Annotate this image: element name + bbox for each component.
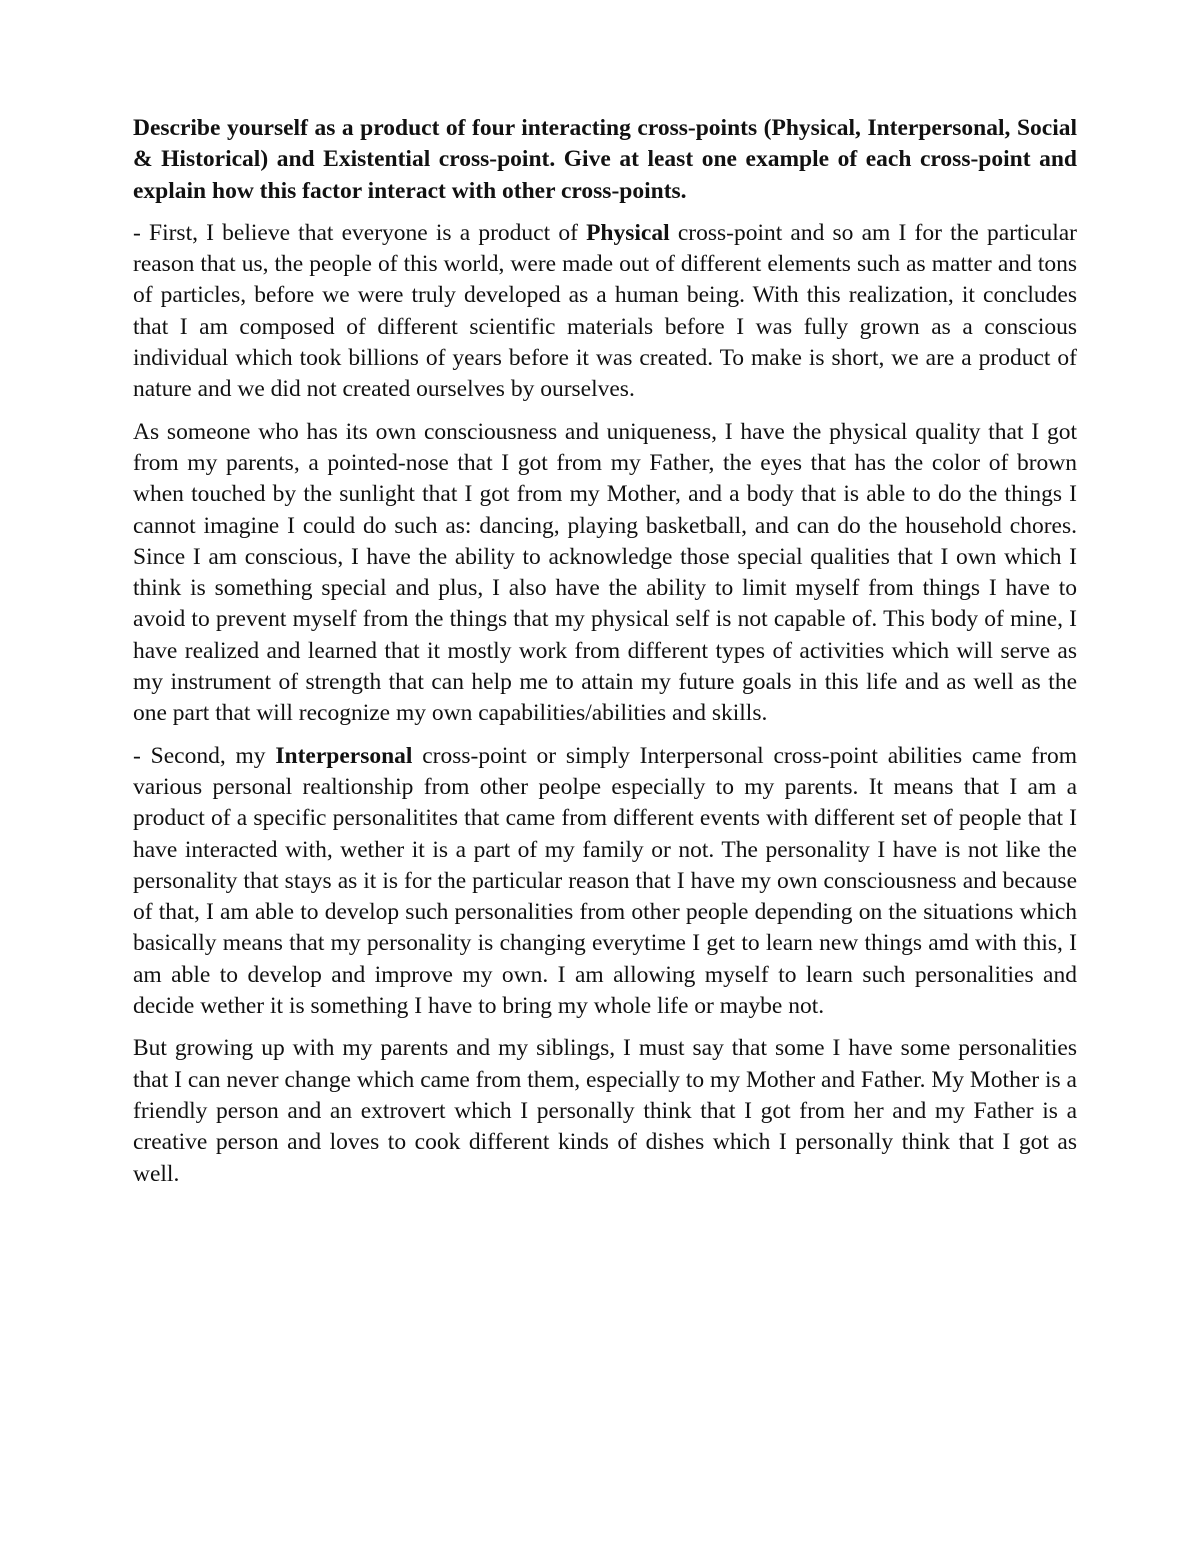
- paragraph-interpersonal-intro: - Second, my: [133, 742, 276, 769]
- physical-term: Physical: [586, 219, 670, 246]
- paragraph-family-personalities: But growing up with my parents and my siblings, I must say that some I have some personalities that I can never change which came from them, especially to my Mother and Father. My Mother is a friendly person and an extrovert which I personally think that I got from her and my Father is a creative person and loves to cook different kinds of dishes which I personally think that I got as well.: [133, 1035, 1077, 1187]
- paragraph-interpersonal: [133, 741, 1077, 1023]
- paragraph-interpersonal-body: cross-point or simply Interpersonal cross-point abilities came from various personal realtionship from other peolpe especially to my parents. It means that I am a product of a specific personalitites that came from different events with different set of people that I have interacted with, wether it is a part of my family or not. The personality I have is not like the personality that stays as it is for the particular reason that I have my own consciousness and because of that, I am able to develop such personalities from other people depending on the situations which basically means that my personality is changing everytime I get to learn new things amd with this, I am able to develop and improve my own. I am allowing myself to learn such personalities and decide wether it is something I have to bring my whole life or maybe not.: [133, 742, 1077, 1020]
- question-heading: Describe yourself as a product of four interacting cross-points (Physical, Interpersonal, Social & Historical) and Existential cross-point. Give at least one example of each cross-point and explain how this factor interact with other cross-points.: [133, 115, 1077, 204]
- paragraph-physical-qualities: As someone who has its own consciousness and uniqueness, I have the physical quality that I got from my parents, a pointed-nose that I got from my Father, the eyes that has the color of brown when touched by the sunlight that I got from my Mother, and a body that is able to do the things I cannot imagine I could do such as: dancing, playing basketball, and can do the household chores. Since I am conscious, I have the ability to acknowledge those special qualities that I own which I think is something special and plus, I also have the ability to limit myself from things I have to avoid to prevent myself from the things that my physical self is not capable of. This body of mine, I have realized and learned that it mostly work from different types of activities which will serve as my instrument of strength that can help me to attain my future goals in this life and as well as the one part that will recognize my own capabilities/abilities and skills.: [133, 418, 1077, 727]
- paragraph-physical-body: cross-point and so am I for the particular reason that us, the people of this world, were made out of different elements such as matter and tons of particles, before we were truly developed as a human being. With this realization, it concludes that I am composed of different scientific materials before I was fully grown as a conscious individual which took billions of years before it was created. To make is short, we are a product of nature and we did not created ourselves by ourselves.: [133, 219, 1077, 403]
- interpersonal-term: Interpersonal: [275, 742, 413, 769]
- paragraph-physical-intro: - First, I believe that everyone is a product of: [133, 219, 587, 246]
- document-page: [133, 113, 1077, 1201]
- paragraph-physical: [133, 218, 1077, 406]
